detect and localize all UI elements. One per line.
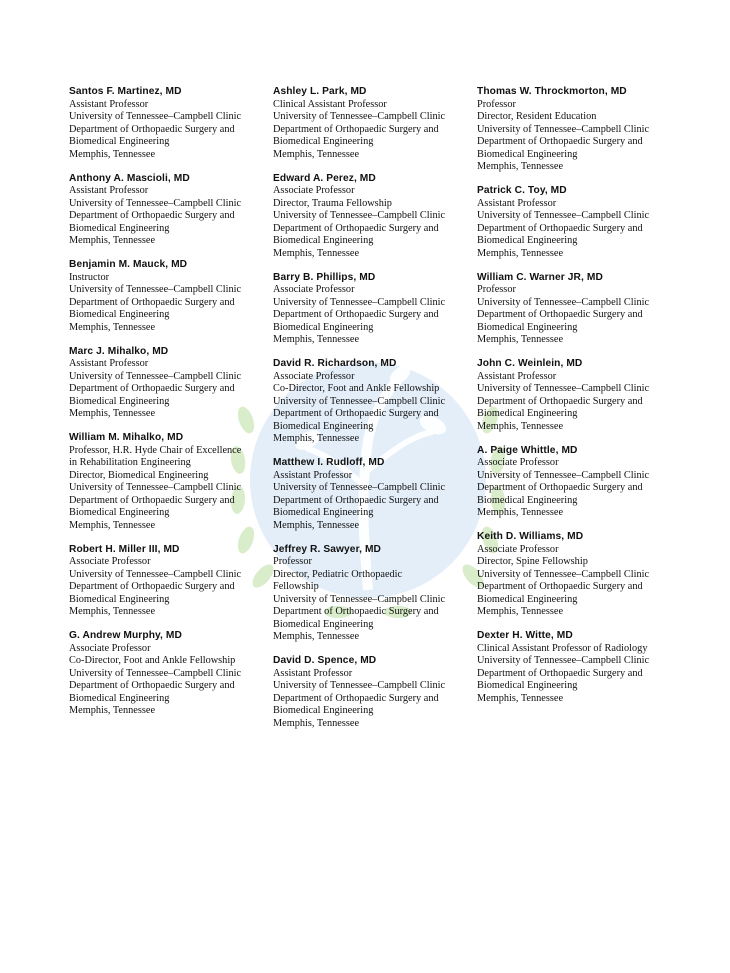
faculty-detail-line: Department of Orthopaedic Surgery and bbox=[69, 680, 235, 691]
faculty-detail-line: University of Tennessee–Campbell Clinic bbox=[69, 197, 242, 209]
faculty-detail-line: Memphis, Tennessee bbox=[273, 717, 360, 729]
faculty-detail-line: University of Tennessee–Campbell Clinic bbox=[273, 395, 446, 407]
faculty-detail-line: Biomedical Engineering bbox=[69, 222, 170, 234]
faculty-detail-line: Memphis, Tennessee bbox=[69, 408, 156, 419]
faculty-column-2 bbox=[273, 86, 463, 742]
faculty-detail-line: Biomedical Engineering bbox=[477, 593, 578, 605]
faculty-column-3 bbox=[477, 86, 667, 717]
faculty-detail-line: Biomedical Engineering bbox=[273, 507, 374, 518]
faculty-detail-line: Department of Orthopaedic Surgery and bbox=[69, 123, 235, 135]
faculty-detail-line: Memphis, Tennessee bbox=[69, 148, 156, 160]
faculty-detail-line: University of Tennessee–Campbell Clinic bbox=[69, 370, 242, 382]
faculty-detail-line: Department of Orthopaedic Surgery and bbox=[69, 210, 235, 221]
faculty-detail-line: Biomedical Engineering bbox=[273, 705, 374, 716]
faculty-detail-line: Associate Professor bbox=[69, 556, 151, 567]
faculty-name: Marc J. Mihalko, MD bbox=[69, 345, 169, 357]
faculty-detail-line: Biomedical Engineering bbox=[477, 321, 578, 333]
faculty-detail-line: University of Tennessee–Campbell Clinic bbox=[477, 123, 650, 135]
faculty-detail-line: Memphis, Tennessee bbox=[477, 507, 564, 518]
faculty-detail-line: University of Tennessee–Campbell Clinic bbox=[69, 482, 242, 493]
faculty-detail-line: Clinical Assistant Professor of Radiology bbox=[477, 642, 648, 654]
faculty-name: David D. Spence, MD bbox=[273, 655, 377, 666]
faculty-name: John C. Weinlein, MD bbox=[477, 358, 583, 369]
faculty-detail-line: Biomedical Engineering bbox=[69, 309, 170, 320]
faculty-detail-line: University of Tennessee–Campbell Clinic bbox=[69, 111, 242, 122]
faculty-detail-line: Biomedical Engineering bbox=[69, 507, 170, 518]
faculty-entry bbox=[273, 544, 463, 644]
faculty-detail-line: Assistant Professor bbox=[273, 667, 353, 679]
faculty-detail-line: Memphis, Tennessee bbox=[69, 235, 156, 246]
faculty-column-1 bbox=[69, 86, 259, 729]
faculty-detail-line: University of Tennessee–Campbell Clinic bbox=[273, 296, 446, 308]
faculty-detail-line: Department of Orthopaedic Surgery and bbox=[477, 482, 643, 493]
faculty-detail-line: Fellowship bbox=[273, 581, 319, 592]
faculty-detail-line: Biomedical Engineering bbox=[273, 420, 374, 432]
faculty-detail-line: Associate Professor bbox=[273, 370, 355, 382]
faculty-detail-line: Biomedical Engineering bbox=[69, 593, 170, 605]
faculty-detail-line: University of Tennessee–Campbell Clinic bbox=[69, 284, 242, 295]
faculty-entry bbox=[477, 86, 667, 174]
faculty-entry bbox=[273, 655, 463, 730]
faculty-entry bbox=[477, 531, 667, 619]
faculty-detail-line: Biomedical Engineering bbox=[477, 680, 578, 691]
faculty-detail-line: Memphis, Tennessee bbox=[477, 334, 564, 345]
faculty-detail-line: Memphis, Tennessee bbox=[477, 692, 564, 704]
faculty-detail-line: Director, Pediatric Orthopaedic bbox=[273, 568, 403, 580]
faculty-detail-line: University of Tennessee–Campbell Clinic bbox=[69, 568, 242, 580]
faculty-entry bbox=[477, 185, 667, 260]
faculty-detail-line: Department of Orthopaedic Surgery and bbox=[273, 606, 439, 617]
faculty-name: Ashley L. Park, MD bbox=[273, 86, 367, 97]
faculty-entry bbox=[477, 272, 667, 347]
faculty-entry bbox=[273, 358, 463, 446]
faculty-detail-line: Department of Orthopaedic Surgery and bbox=[69, 494, 235, 506]
faculty-detail-line: Assistant Professor bbox=[69, 98, 149, 110]
faculty-detail-line: Biomedical Engineering bbox=[273, 321, 374, 333]
faculty-detail-line: University of Tennessee–Campbell Clinic bbox=[477, 568, 650, 580]
faculty-detail-line: Memphis, Tennessee bbox=[273, 631, 360, 642]
faculty-detail-line: Memphis, Tennessee bbox=[477, 247, 564, 259]
faculty-entry bbox=[69, 86, 259, 161]
faculty-detail-line: Assistant Professor bbox=[69, 185, 149, 196]
faculty-detail-line: Biomedical Engineering bbox=[69, 692, 170, 704]
faculty-detail-line: in Rehabilitation Engineering bbox=[69, 457, 191, 468]
faculty-detail-line: Department of Orthopaedic Surgery and bbox=[273, 494, 439, 506]
faculty-detail-line: Biomedical Engineering bbox=[69, 136, 170, 147]
faculty-detail-line: Director, Trauma Fellowship bbox=[273, 197, 392, 209]
faculty-detail-line: University of Tennessee–Campbell Clinic bbox=[273, 680, 446, 691]
faculty-entry bbox=[273, 173, 463, 261]
faculty-name: Thomas W. Throckmorton, MD bbox=[477, 86, 627, 97]
faculty-detail-line: Co-Director, Foot and Ankle Fellowship bbox=[273, 383, 440, 394]
faculty-detail-line: Director, Resident Education bbox=[477, 111, 597, 122]
faculty-detail-line: Biomedical Engineering bbox=[477, 408, 578, 419]
faculty-entry bbox=[69, 346, 259, 421]
faculty-detail-line: University of Tennessee–Campbell Clinic bbox=[477, 383, 650, 394]
faculty-detail-line: Assistant Professor bbox=[273, 469, 353, 481]
faculty-detail-line: Department of Orthopaedic Surgery and bbox=[477, 222, 643, 234]
faculty-entry bbox=[273, 272, 463, 347]
faculty-detail-line: Department of Orthopaedic Surgery and bbox=[273, 309, 439, 320]
faculty-detail-line: Professor, H.R. Hyde Chair of Excellence bbox=[69, 444, 242, 456]
faculty-detail-line: Associate Professor bbox=[273, 284, 355, 295]
faculty-detail-line: Department of Orthopaedic Surgery and bbox=[273, 222, 439, 234]
faculty-detail-line: Assistant Professor bbox=[69, 358, 149, 369]
faculty-name: Barry B. Phillips, MD bbox=[273, 271, 376, 283]
faculty-detail-line: Memphis, Tennessee bbox=[273, 334, 360, 345]
faculty-detail-line: Co-Director, Foot and Ankle Fellowship bbox=[69, 655, 236, 666]
faculty-detail-line: Department of Orthopaedic Surgery and bbox=[477, 581, 643, 592]
faculty-name: Robert H. Miller III, MD bbox=[69, 543, 180, 555]
faculty-detail-line: Memphis, Tennessee bbox=[69, 519, 156, 531]
faculty-entry bbox=[69, 432, 259, 532]
faculty-entry bbox=[69, 544, 259, 619]
faculty-detail-line: Biomedical Engineering bbox=[273, 136, 374, 147]
faculty-detail-line: University of Tennessee–Campbell Clinic bbox=[273, 210, 446, 221]
faculty-detail-line: Assistant Professor bbox=[477, 197, 557, 209]
faculty-detail-line: Department of Orthopaedic Surgery and bbox=[69, 581, 235, 592]
faculty-detail-line: Biomedical Engineering bbox=[477, 235, 578, 246]
faculty-name: Santos F. Martinez, MD bbox=[69, 86, 182, 97]
faculty-detail-line: Professor bbox=[273, 556, 312, 567]
faculty-detail-line: University of Tennessee–Campbell Clinic bbox=[273, 482, 446, 493]
faculty-detail-line: Department of Orthopaedic Surgery and bbox=[477, 395, 643, 407]
faculty-detail-line: Department of Orthopaedic Surgery and bbox=[477, 136, 643, 147]
faculty-detail-line: Biomedical Engineering bbox=[477, 148, 578, 160]
faculty-detail-line: Instructor bbox=[69, 271, 110, 283]
faculty-detail-line: Associate Professor bbox=[273, 185, 355, 196]
faculty-detail-line: Department of Orthopaedic Surgery and bbox=[477, 667, 643, 679]
faculty-detail-line: Department of Orthopaedic Surgery and bbox=[477, 309, 643, 320]
faculty-detail-line: Memphis, Tennessee bbox=[477, 420, 564, 432]
faculty-detail-line: Director, Spine Fellowship bbox=[477, 556, 588, 567]
faculty-detail-line: Professor bbox=[477, 98, 516, 110]
faculty-detail-line: Memphis, Tennessee bbox=[477, 606, 564, 617]
faculty-detail-line: University of Tennessee–Campbell Clinic bbox=[69, 667, 242, 679]
faculty-detail-line: Department of Orthopaedic Surgery and bbox=[273, 408, 439, 419]
faculty-entry bbox=[477, 358, 667, 433]
faculty-detail-line: Biomedical Engineering bbox=[273, 235, 374, 246]
faculty-entry bbox=[69, 173, 259, 248]
faculty-name: Matthew I. Rudloff, MD bbox=[273, 457, 385, 468]
faculty-detail-line: University of Tennessee–Campbell Clinic bbox=[477, 210, 650, 221]
faculty-entry bbox=[477, 445, 667, 520]
faculty-detail-line: Assistant Professor bbox=[477, 370, 557, 382]
faculty-detail-line: University of Tennessee–Campbell Clinic bbox=[273, 593, 446, 605]
faculty-name: Dexter H. Witte, MD bbox=[477, 630, 573, 641]
faculty-name: A. Paige Whittle, MD bbox=[477, 444, 578, 456]
faculty-detail-line: Biomedical Engineering bbox=[69, 395, 170, 407]
faculty-detail-line: Memphis, Tennessee bbox=[69, 705, 156, 716]
faculty-detail-line: University of Tennessee–Campbell Clinic bbox=[477, 469, 650, 481]
faculty-name: William C. Warner JR, MD bbox=[477, 271, 603, 283]
faculty-detail-line: Department of Orthopaedic Surgery and bbox=[69, 383, 235, 394]
faculty-detail-line: University of Tennessee–Campbell Clinic bbox=[477, 655, 650, 666]
faculty-name: G. Andrew Murphy, MD bbox=[69, 630, 182, 641]
faculty-name: William M. Mihalko, MD bbox=[69, 432, 184, 443]
faculty-detail-line: Associate Professor bbox=[477, 543, 559, 555]
faculty-detail-line: Associate Professor bbox=[69, 642, 151, 654]
faculty-detail-line: Memphis, Tennessee bbox=[273, 433, 360, 444]
faculty-entry bbox=[273, 457, 463, 532]
faculty-detail-line: Memphis, Tennessee bbox=[69, 321, 156, 333]
faculty-name: Jeffrey R. Sawyer, MD bbox=[273, 543, 381, 555]
faculty-detail-line: Clinical Assistant Professor bbox=[273, 98, 387, 110]
faculty-entry bbox=[273, 86, 463, 161]
faculty-detail-line: Associate Professor bbox=[477, 457, 559, 468]
faculty-detail-line: Department of Orthopaedic Surgery and bbox=[69, 296, 235, 308]
faculty-name: David R. Richardson, MD bbox=[273, 358, 397, 369]
faculty-name: Benjamin M. Mauck, MD bbox=[69, 259, 188, 270]
faculty-detail-line: Biomedical Engineering bbox=[477, 494, 578, 506]
faculty-detail-line: University of Tennessee–Campbell Clinic bbox=[477, 296, 650, 308]
faculty-name: Keith D. Williams, MD bbox=[477, 531, 584, 542]
faculty-entry bbox=[69, 630, 259, 718]
faculty-detail-line: Department of Orthopaedic Surgery and bbox=[273, 123, 439, 135]
faculty-detail-line: Department of Orthopaedic Surgery and bbox=[273, 692, 439, 704]
faculty-detail-line: Memphis, Tennessee bbox=[273, 148, 360, 160]
faculty-detail-line: Memphis, Tennessee bbox=[69, 606, 156, 617]
faculty-entry bbox=[477, 630, 667, 705]
faculty-name: Anthony A. Mascioli, MD bbox=[69, 172, 190, 184]
faculty-detail-line: Professor bbox=[477, 284, 516, 295]
faculty-detail-line: Memphis, Tennessee bbox=[273, 519, 360, 531]
faculty-name: Edward A. Perez, MD bbox=[273, 172, 376, 184]
faculty-detail-line: Director, Biomedical Engineering bbox=[69, 469, 209, 481]
faculty-entry bbox=[69, 259, 259, 334]
faculty-detail-line: Memphis, Tennessee bbox=[477, 161, 564, 172]
faculty-detail-line: Memphis, Tennessee bbox=[273, 247, 360, 259]
faculty-detail-line: Biomedical Engineering bbox=[273, 618, 374, 630]
faculty-detail-line: University of Tennessee–Campbell Clinic bbox=[273, 111, 446, 122]
faculty-name: Patrick C. Toy, MD bbox=[477, 185, 567, 196]
